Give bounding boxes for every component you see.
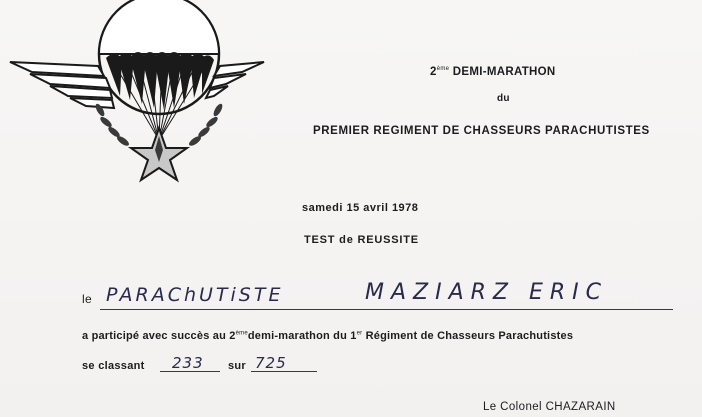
position-underline — [160, 371, 220, 372]
ranking-sur: sur — [228, 360, 247, 372]
ranking-position: 233 — [172, 354, 204, 372]
recipient-name: MAZIARZ ERIC — [365, 280, 609, 305]
test-label: TEST de REUSSITE — [304, 234, 419, 246]
regiment-title: PREMIER REGIMENT DE CHASSEURS PARACHUTISTES — [313, 125, 650, 137]
total-underline — [251, 371, 317, 372]
recipient-prefix: le — [82, 292, 92, 306]
ranking-total: 725 — [255, 354, 287, 372]
ranking-label: se classant — [82, 360, 145, 372]
event-title-du: du — [497, 93, 510, 104]
signatory: Le Colonel CHAZARAIN — [483, 401, 616, 413]
participation-sentence: a participé avec succès au 2èmedemi-marathon du 1er Régiment de Chasseurs Parachutistes — [82, 330, 574, 342]
parachute-wings-star-insignia-icon — [2, 0, 267, 185]
event-title: 2ème DEMI-MARATHON — [430, 66, 556, 78]
event-date: samedi 15 avril 1978 — [302, 202, 419, 214]
recipient-rank: PARAChUTiSTE — [106, 284, 284, 306]
name-underline — [100, 309, 673, 310]
